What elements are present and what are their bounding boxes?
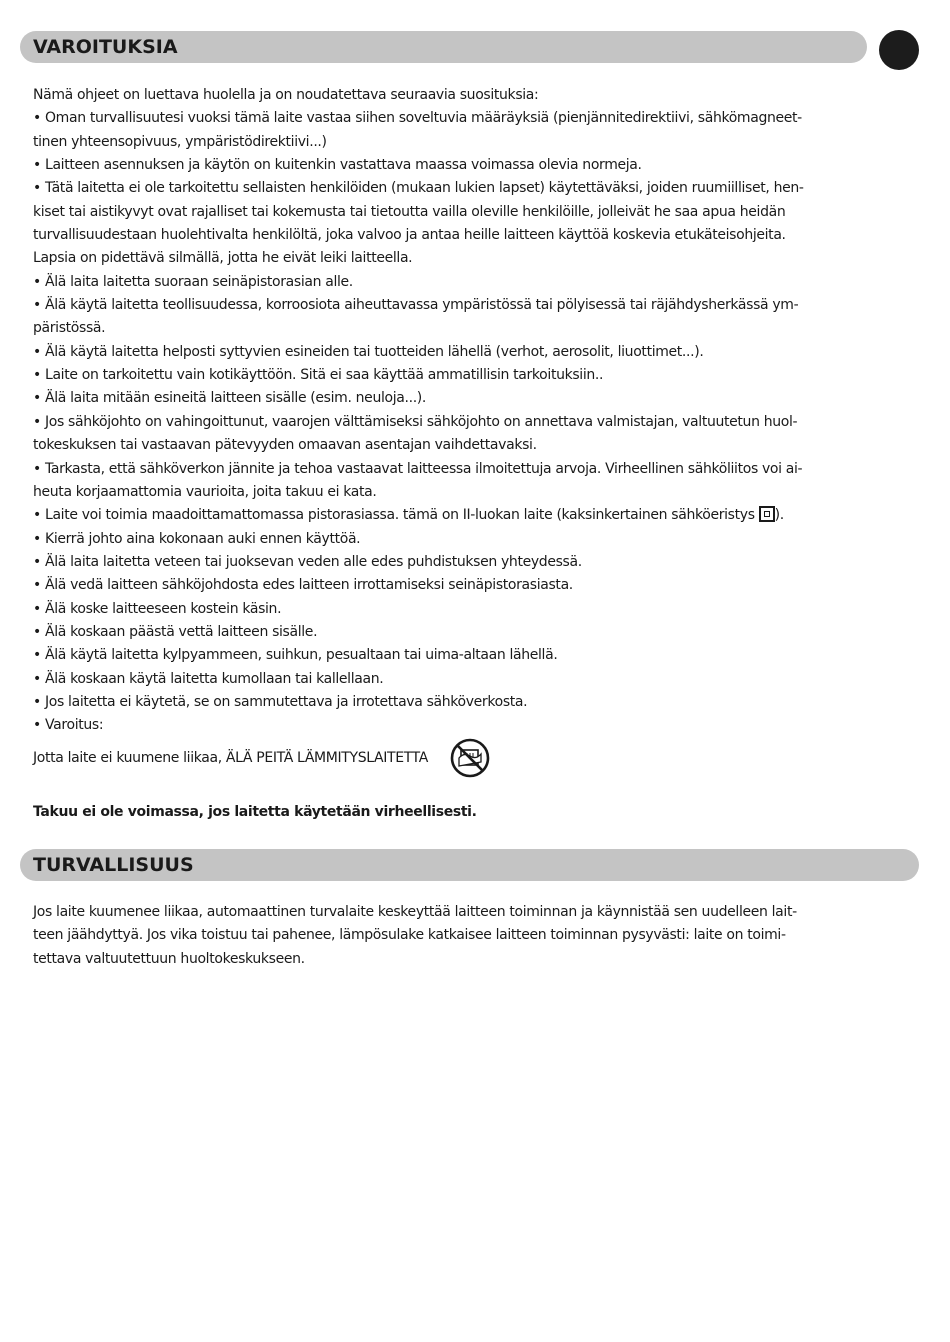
text-line: päristössä. [33,320,106,337]
text-line: • Älä laita mitään esineitä laitteen sisälle (esim. neuloja...). [33,390,426,407]
text-line: Jos laite kuumenee liikaa, automaattinen turvalaite keskeyttää laitteen toiminnan ja käynnistää sen uudelleen lait- [33,904,797,920]
do-not-cover-icon [450,738,490,778]
spacer [33,778,921,801]
text-line: • Jos sähköjohto on vahingoittunut, vaarojen välttämiseksi sähköjohto on annettava valmistajan, valtuutetun huol- [33,413,798,430]
text-line: • Tätä laitetta ei ole tarkoitettu sellaisten henkilöiden (mukaan lukien lapset) käytettäväksi, joiden ruumiilliset, hen- [33,180,804,197]
text-line: • Kierrä johto aina kokonaan auki ennen käyttöä. [33,530,361,547]
text-line: heuta korjaamattomia vaurioita, joita takuu ei kata. [33,483,377,500]
double-insulation-icon [759,506,775,522]
class2-text-end: ). [774,507,784,524]
text-line: • Älä koskaan päästä vettä laitteen sisälle. [33,623,318,640]
section-header-turvallisuus [20,849,919,881]
section-header-varoituksia [20,31,867,63]
cover-warning-text: Jotta laite ei kuumene liikaa, ÄLÄ PEITÄ LÄMMITYSLAITETTA [33,749,428,766]
warnings-text-block [33,84,921,824]
page-marker-circle-icon [879,30,919,70]
text-line: • Laitteen asennuksen ja käytön on kuitenkin vastattava maassa voimassa olevia normeja. [33,157,642,174]
text-line: tinen yhteensopivuus, ympäristödirektiivi...) [33,133,327,150]
text-line: • Jos laitetta ei käytetä, se on sammutettava ja irrotettava sähköverkosta. [33,693,528,710]
text-line: • Älä laita laitetta veteen tai juoksevan veden alle edes puhdistuksen yhteydessä. [33,553,582,570]
text-line: Nämä ohjeet on luettava huolella ja on noudatettava seuraavia suosituksia: [33,87,539,103]
text-line: tettava valtuutettuun huoltokeskukseen. [33,950,305,967]
text-line: • Älä käytä laitetta teollisuudessa, korroosiota aiheuttavassa ympäristössä tai pölyisessä tai räjähdysherkässä ym- [33,297,799,314]
text-line: kiset tai aistikyvyt ovat rajalliset tai kokemusta tai tietoutta vailla oleville henkilöille, jolleivät he saa apua heidän [33,203,786,220]
text-line: • Älä vedä laitteen sähköjohdosta edes laitteen irrottamiseksi seinäpistorasiasta. [33,577,573,594]
section-title: TURVALLISUUS [33,854,194,876]
text-line: • Laite on tarkoitettu vain kotikäyttöön. Sitä ei saa käyttää ammatillisin tarkoituksiin.. [33,367,604,384]
text-line: • Varoitus: [33,717,104,734]
section-title: VAROITUKSIA [33,36,178,58]
text-line: • Älä käytä laitetta kylpyammeen, suihkun, pesualtaan tai uima-altaan lähellä. [33,647,558,664]
text-line: teen jäähdyttyä. Jos vika toistuu tai pahenee, lämpösulake katkaisee laitteen toiminnan pysyvästi: laite on toimi- [33,927,786,944]
text-line: tokeskuksen tai vastaavan pätevyyden omaavan asentajan vaihdettavaksi. [33,437,537,454]
class2-text: • Laite voi toimia maadoittamattomassa pistorasiassa. tämä on II-luokan laite (kaksinkertainen sähköeristys [33,507,755,524]
text-line: turvallisuudestaan huolehtivalta henkilöltä, joka valvoo ja antaa heille laitteen käyttöä koskevia etukäteisohjeita. [33,227,786,244]
warranty-note: Takuu ei ole voimassa, jos laitetta käytetään virheellisesti. [33,803,477,820]
text-line: • Tarkasta, että sähköverkon jännite ja tehoa vastaavat laitteessa ilmoitettuja arvoja. Virheellinen sähköliitos voi ai- [33,460,803,477]
text-line: • Oman turvallisuutesi vuoksi tämä laite vastaa siihen soveltuvia määräyksiä (pienjännitedirektiivi, sähkömagneet- [33,110,802,127]
class2-line [33,504,921,527]
text-line: • Älä koskaan käytä laitetta kumollaan tai kallellaan. [33,670,384,687]
text-line: • Älä käytä laitetta helposti syttyvien esineiden tai tuotteiden lähellä (verhot, aerosolit, liuottimet...). [33,343,704,360]
text-line: • Älä koske laitteeseen kostein käsin. [33,600,282,617]
text-line: • Älä laita laitetta suoraan seinäpistorasian alle. [33,273,353,290]
cover-warning-line [33,738,921,778]
safety-text-block [33,901,921,971]
text-line: Lapsia on pidettävä silmällä, jotta he eivät leiki laitteella. [33,250,413,267]
